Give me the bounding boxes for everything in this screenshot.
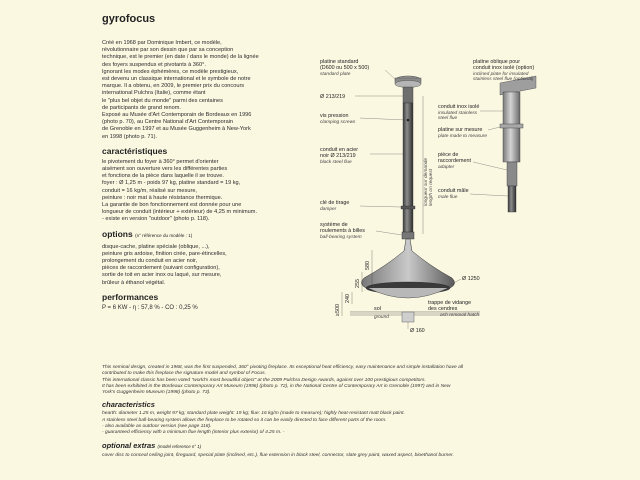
leader-line (470, 194, 508, 196)
caracteristiques-line: et fonctions de la pièce dans laquelle il se trouve. (102, 173, 224, 180)
label-clamping-screws: clamping screws (320, 120, 356, 125)
options-heading (102, 229, 312, 241)
leader-line (473, 162, 507, 170)
caracteristiques-line: longueur de conduit (intérieur + extérieur) de 4,25 m minimum. (102, 209, 257, 216)
characteristics-line: - also available as outdoor version (see page 118). (102, 424, 212, 430)
leader-line (360, 118, 406, 120)
hearth-bowl (368, 288, 448, 298)
intro-line: de participants de grand renom. (102, 104, 181, 111)
label-standard-plate: standard plate (320, 72, 351, 77)
caracteristiques-line: conduit = 16 kg/m, réalisé sur mesure, (102, 187, 197, 194)
intro-line: est devenu un classique international et le symbole de notre (102, 76, 251, 83)
caracteristiques-line: aisément son ouverture vers les différentes parties (102, 166, 228, 173)
options-line: prolongement du conduit en acier noir, (102, 258, 198, 265)
caracteristiques-line: le pivotement du foyer à 360° permet d'orienter (102, 158, 219, 165)
optional-extras-label: optional extras (102, 440, 156, 450)
optional-extras-heading (102, 441, 542, 451)
dim-255: 255 (355, 279, 361, 288)
label-sol: sol (374, 306, 381, 312)
options-line: disque-cache, platine spéciale (oblique, ...), (102, 243, 210, 250)
options-reference-note: (n° référence du modèle : 1) (135, 232, 193, 238)
characteristics-line: A stainless steel ball-bearing system allows the fireplace to be rotated so it can be easily directed to face different parts of the room. (102, 417, 387, 423)
label-platine-dims: (D600 ou 500 x 500) (320, 65, 370, 71)
length-on-request-label: longueur sur demande (424, 157, 429, 206)
label-vis-pression: vis pression (320, 113, 349, 119)
label-dia-1250: Ø 1250 (462, 276, 480, 282)
label-systeme: système de (320, 222, 348, 228)
intro-line: technique, est le premier (en date / dans le monde) de la lignée (102, 54, 259, 61)
dim-580: 580 (365, 261, 371, 270)
intro-line: révolutionnaire par son dessin que par sa conception (102, 47, 234, 54)
english-section (102, 365, 542, 459)
caracteristiques-line: - existe en version "outdoor" (photo p. 118). (102, 216, 210, 223)
label-dia-213: Ø 213/219 (320, 94, 346, 100)
damper (401, 206, 415, 209)
caracteristiques-line: foyer : Ø 1,25 m - poids 97 kg, platine standard = 19 kg, (102, 180, 241, 187)
intro-line: de Grenoble en 1997 et au Musée Guggenheim à New-York (102, 126, 251, 133)
intro-line: Créé en 1968 par Dominique Imbert, ce modèle, (102, 40, 222, 46)
label-piece-de: pièce de (438, 152, 459, 158)
label-black-steel-flue: black steel flue (320, 160, 352, 165)
intro-line: marque. Il a obtenu, en 2009, le premier prix du concours (102, 83, 245, 90)
caracteristiques-text (102, 159, 312, 224)
performances-heading: performances (102, 291, 159, 302)
label-ash-removal: ash removal hatch (440, 313, 480, 318)
label-ball-bearing: ball-bearing system (320, 235, 362, 240)
label-platine-standard: platine standard (320, 59, 359, 65)
label-plate-measure: plate made to measure (438, 134, 488, 139)
leader-line (488, 127, 500, 130)
english-intro-line: York's Guggenheim Museum (1998) (photo p. 73). (102, 390, 211, 396)
label-damper: damper (320, 207, 337, 212)
ash-hatch-base (402, 312, 414, 322)
label-insulated-flue: insulated stainless (438, 111, 478, 116)
label-raccordement: raccordement (438, 158, 471, 164)
label-platine-oblique: platine oblique pour (473, 59, 521, 65)
performances-line: P = 6 KW - η : 57,8 % - CO : 0,25 % (102, 304, 198, 311)
options-line: sortie de toit en acier inox ou laqué, sur mesure, (102, 272, 222, 279)
label-steel-flue: steel flue (438, 116, 458, 121)
label-adapter: adapter (438, 165, 455, 170)
english-intro-line: It has been exhibited in the Bordeaux Contemporary Art Museum (1996) (photo p. 72), in the National Centre of Contemporary Art in Grenoble (1997) and in New (102, 383, 451, 389)
english-intro-line: This international classic has been voted "world's most beautiful object" at the 2009 Pulchra Design Awards, against over 100 prestigious competitors. (102, 377, 426, 383)
fireplace-technical-diagram (310, 56, 560, 346)
black-steel-flue (403, 103, 413, 233)
dim-240: 240 (345, 294, 351, 303)
options-heading-label: options (102, 228, 133, 239)
label-cle-tirage: clé de tirage (320, 200, 350, 206)
caracteristiques-line: peinture : noir mat à haute résistance thermique. (102, 194, 223, 201)
english-intro-line: contributed to make this fireplace the signature model and symbol of Focus. (102, 371, 266, 377)
dim-500: ≥500 (335, 304, 341, 316)
standard-plate-rim (395, 81, 421, 88)
label-stainless-flue-opt: stainless steel flue (optional) (473, 77, 534, 82)
label-platine-mesure: platine sur mesure (438, 127, 483, 133)
label-ground: ground (374, 315, 389, 320)
page-title: gyrofocus (102, 13, 156, 25)
optional-extras-note: (model reference n° 1) (157, 443, 202, 449)
label-noir-213: noir Ø 213/219 (320, 153, 356, 159)
label-male-flue: male flue (438, 195, 458, 200)
adapter-piece (507, 162, 517, 186)
intro-line: (photo p. 70), au Centre National d'Art Contemporain (102, 119, 234, 126)
characteristics-heading: characteristics (102, 400, 155, 410)
fireplace-hood (361, 239, 454, 288)
label-des-cendres: des cendres (428, 306, 458, 312)
intro-line: des foyers suspendus et pivotants à 360°. (102, 61, 206, 68)
plate-sleeve (403, 87, 413, 103)
options-line: brûleur à éthanol végétal. (102, 279, 166, 286)
label-inclined-plate: inclined plate for insulated (473, 72, 529, 77)
intro-line: en 1998 (photo p. 71). (102, 133, 158, 140)
label-trappe: trappe de vidange (428, 300, 472, 306)
characteristics-line: - guaranteed efficiency with a minimum flue length (interior plus exterior) of 4.25 m. - (102, 430, 285, 436)
intro-line: international Pulchra (Italie), comme étant (102, 90, 206, 97)
ball-bearing-system (402, 232, 414, 239)
intro-line: le "plus bel objet du monde" parmi des centaines (102, 97, 223, 104)
label-dia-160: Ø 160 (410, 328, 425, 334)
leader-line (360, 206, 401, 207)
options-line: peinture gris ardoise, finition cirée, pare-étincelles, (102, 250, 227, 257)
label-conduit-acier: conduit en acier (320, 147, 359, 153)
options-line: pièces de raccordement (suivant configuration), (102, 265, 220, 272)
label-conduit-male: conduit mâle (438, 188, 469, 194)
caracteristiques-heading: caractéristiques (102, 145, 168, 156)
intro-line: Ignorant les modes éphémères, ce modèle prestigieux, (102, 68, 239, 75)
clamping-screw (407, 119, 410, 122)
label-conduit-inox: conduit inox isolé (438, 104, 480, 110)
optional-extras-line: cover disc to conceal ceiling joint, fireguard, special plate (inclined, etc.), flue extension in black steel, connector, slate grey paint, waxed aspect, bioethanol burner. (102, 452, 454, 458)
english-intro-line: This seminal design, created in 1968, was the first suspended, 360° pivoting fireplace. Its exceptional heat efficiency, easy maintenance and simple installation have all (102, 365, 463, 370)
male-flue (508, 186, 516, 212)
caracteristiques-line: La garantie de bon fonctionnement est donnée pour une (102, 202, 242, 209)
characteristics-line: hearth: diameter 1.25 m, weight 97 kg; standard plate weight: 19 kg; flue: 16 kg/m (made to measure); highly heat-resistant matt black paint. (102, 411, 405, 417)
leader-line (376, 231, 402, 235)
label-roulements: roulements à billes (320, 228, 365, 234)
french-column (102, 40, 312, 312)
options-text (102, 244, 312, 287)
intro-text (102, 40, 312, 141)
leader-line (385, 70, 396, 80)
length-on-request-en: length on request (429, 168, 434, 206)
intro-line: Exposé au Musée d'Art Contemporain de Bordeaux en 1996 (102, 112, 252, 119)
label-conduit-inox-opt: conduit inox isolé (option) (473, 65, 535, 71)
made-to-measure-plate (500, 124, 523, 128)
